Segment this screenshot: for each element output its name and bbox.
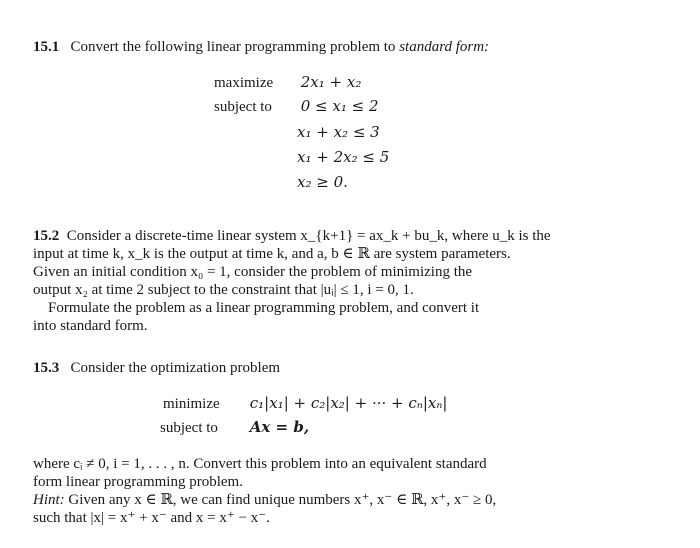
objective: 2x₁ + x₂ — [300, 73, 362, 91]
problem-number: 15.2 — [33, 228, 60, 244]
subject-to-label: subject to — [214, 99, 272, 115]
hint-text: Given any x ∈ ℝ, we can find unique numbers x⁺, x⁻ ∈ ℝ, x⁺, x⁻ ≥ 0, — [68, 492, 497, 508]
problem-text: such that |x| = x⁺ + x⁻ and x = x⁺ − x⁻. — [33, 510, 270, 526]
lp-constraint-row — [160, 418, 309, 437]
problem-text: Consider the optimization problem — [70, 360, 281, 376]
objective: c₁|x₁| + c₂|x₂| + ··· + cₙ|xₙ| — [249, 394, 448, 412]
problem-text: form linear programming problem. — [33, 474, 243, 490]
problem-text: where cᵢ ≠ 0, i = 1, . . . , n. Convert this problem into an equivalent standard — [33, 456, 487, 472]
problem-text: Formulate the problem as a linear programming problem, and convert it — [48, 300, 480, 316]
constraint: Ax = b, — [249, 418, 310, 436]
problem-text: input at time k, x_k is the output at time k, and a, b ∈ ℝ are system parameters. — [33, 246, 511, 262]
problem-text: Given an initial condition x₀ = 1, consider the problem of minimizing the — [33, 264, 473, 280]
hint-label: Hint: — [33, 492, 65, 508]
constraint: 0 ≤ x₁ ≤ 2 — [300, 97, 379, 115]
problem-text: Convert the following linear programming problem to — [70, 39, 396, 55]
problem-text-emph: standard form: — [399, 39, 490, 55]
problem-text: Consider a discrete-time linear system x_{k+1} = ax_k + bu_k, where u_k is the — [66, 228, 551, 244]
problem-number: 15.1 — [33, 39, 60, 55]
constraint: x₂ ≥ 0. — [297, 173, 348, 191]
lp-objective-row — [163, 394, 447, 413]
problem-number: 15.3 — [33, 360, 60, 376]
subject-to-label: subject to — [160, 420, 218, 436]
minimize-label: minimize — [163, 396, 220, 412]
problem-15-1-heading — [33, 38, 489, 56]
problem-text: output x₂ at time 2 subject to the constraint that |uᵢ| ≤ 1, i = 0, 1. — [33, 282, 414, 298]
problem-15-2-line — [33, 227, 551, 245]
problem-text: into standard form. — [33, 318, 148, 334]
lp-constraint-row — [214, 97, 379, 116]
maximize-label: maximize — [214, 75, 274, 91]
hint-line — [33, 491, 496, 509]
constraint: x₁ + x₂ ≤ 3 — [297, 123, 380, 141]
problem-15-3-heading — [33, 359, 280, 377]
lp-objective-row — [214, 73, 361, 92]
constraint: x₁ + 2x₂ ≤ 5 — [297, 148, 390, 166]
